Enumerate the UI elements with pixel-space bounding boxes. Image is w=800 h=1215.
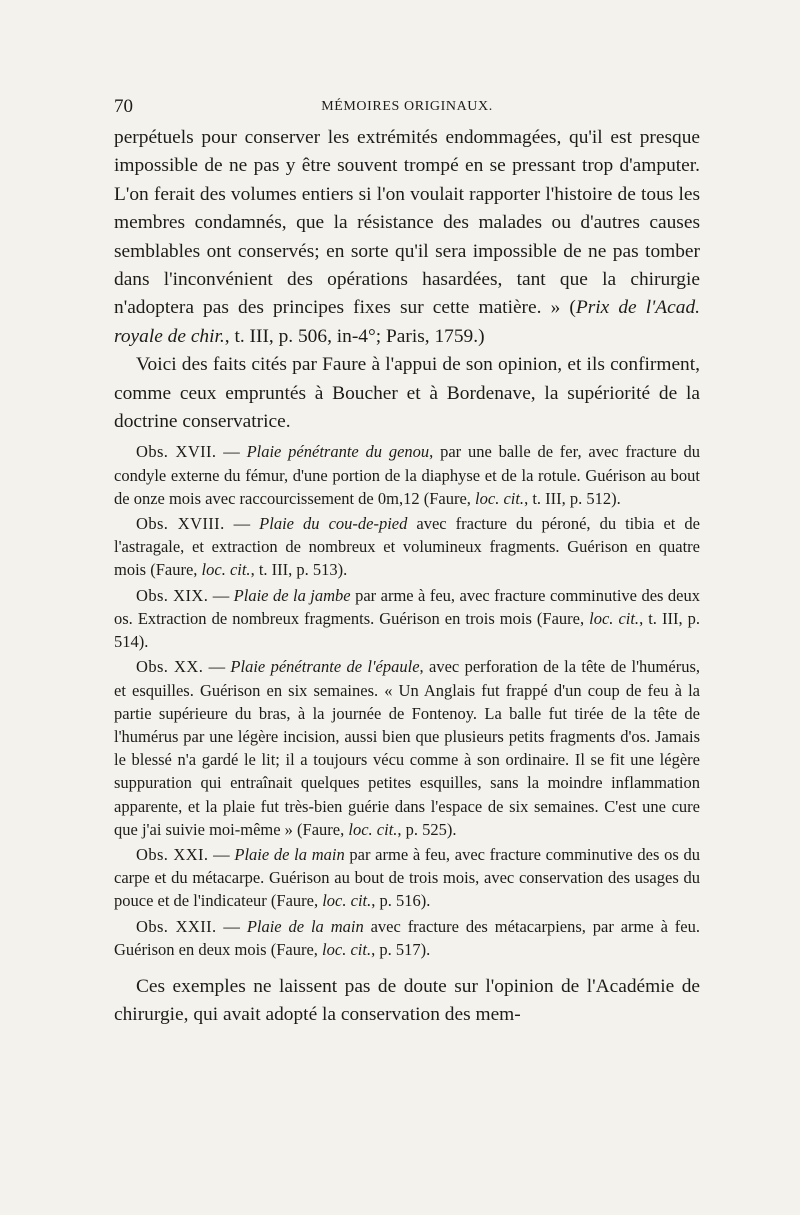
observation-label: Obs. XVIII. — [136, 514, 225, 534]
observation-dash: — — [203, 657, 231, 677]
observation-loc-cit: loc. cit. — [322, 891, 372, 911]
observation-19 — [114, 584, 700, 654]
page — [114, 96, 700, 1176]
page-number: 70 — [114, 96, 133, 117]
observation-loc-cit: loc. cit. — [348, 819, 398, 839]
observation-title: Plaie du cou-de-pied — [259, 514, 408, 534]
observation-21 — [114, 843, 700, 913]
observation-17 — [114, 440, 700, 510]
observation-text: par arme à feu, avec fracture comminutive des os du carpe et du métacarpe. Guérison au bout de trois mois, avec conservation des usages du pouce et de l'indicateur (Faure, — [114, 844, 700, 911]
paragraph-conclusion: Ces exemples ne laissent pas de doute sur l'opinion de l'Académie de chirurgie, qui avait adopté la conservation des mem- — [114, 975, 700, 1026]
observation-loc-cit: loc. cit. — [322, 939, 372, 959]
observation-title: Plaie pénétrante de l'épaule — [230, 657, 420, 677]
observation-reference: , p. 517). — [371, 939, 431, 959]
observation-dash: — — [224, 514, 260, 534]
page-header — [114, 96, 700, 124]
observation-text: avec fracture du péroné, du tibia et de l'astragale, et extraction de nombreux et volumineux fragments. Guérison en quatre mois (Faure, — [114, 514, 700, 580]
observation-title: Plaie de la jambe — [233, 585, 351, 605]
observation-18 — [114, 512, 700, 582]
observation-reference: , t. III, p. 513). — [250, 560, 348, 580]
observation-label: Obs. XXI. — [136, 844, 209, 864]
observation-title: Plaie de la main — [234, 844, 345, 864]
running-title: MÉMOIRES ORIGINAUX. — [321, 99, 493, 114]
observation-22 — [114, 915, 700, 961]
observation-dash: — — [208, 844, 235, 864]
observation-label: Obs. XVII. — [136, 442, 217, 462]
observation-text: avec fracture des métacarpiens, par arme à feu. Guérison en deux mois (Faure, — [114, 916, 700, 959]
observation-title: Plaie pénétrante du genou — [246, 442, 430, 462]
paragraph-continuation — [114, 124, 700, 351]
observation-label: Obs. XXII. — [136, 916, 217, 936]
observation-dash: — — [208, 585, 234, 605]
observation-dash: — — [216, 916, 247, 936]
observation-title: Plaie de la main — [246, 916, 364, 936]
observation-text: par arme à feu, avec fracture comminutive des deux os. Extraction de nombreux fragments. Guérison en trois mois (Faure, — [114, 585, 701, 628]
observation-text: , par une balle de fer, avec fracture du condyle externe du fémur, d'une portion de la diaphyse et de la rotule. Guérison au bout de onze mois avec raccourcissement de 0m,12 (Faure, — [114, 442, 700, 508]
observation-20 — [114, 655, 700, 841]
citation-details: , t. III, p. 506, in-4°; Paris, 1759.) — [224, 325, 485, 347]
observation-reference: , p. 516). — [371, 891, 431, 911]
observation-label: Obs. XX. — [136, 657, 204, 677]
observation-reference: , t. III, p. 512). — [524, 488, 621, 508]
observation-loc-cit: loc. cit. — [589, 608, 640, 628]
observation-loc-cit: loc. cit. — [475, 488, 525, 508]
observation-reference: , p. 525). — [397, 819, 457, 839]
observation-loc-cit: loc. cit. — [201, 560, 251, 580]
observation-dash: — — [216, 442, 247, 462]
observation-text: , avec perforation de la tête de l'humérus, et esquilles. Guérison en six semaines. « Un Anglais fut frappé d'un coup de feu à la partie supérieure du bras, à la journée de Fontenoy. La balle fut tirée de la tête de l'humérus par une légère incision, aussi bien que plusieurs petits fragments d'os. Jamais le blessé n'a gardé le lit; il a toujours vécu comme à son ordinaire. Il se fit une légère suppuration qui entraînait quelques petites esquilles, sans la moindre inflammation apparente, et la plaie fut très-bien guérie dans l'espace de six semaines. C'est une cure que j'ai suivie moi-même » (Faure, — [114, 657, 700, 839]
paragraph-text: perpétuels pour conserver les extrémités endommagées, qu'il est presque impossible de ne pas y être souvent trompé en se pressant trop d'amputer. L'on ferait des volumes entiers si l'on voulait rapporter l'histoire de tous les membres condamnés, que la résistance des malades ou d'autres causes semblables ont conservés; en sorte qu'il sera impossible de ne pas tomber dans l'inconvénient des opérations hasardées, tant que la chirurgie n'adoptera pas des principes fixes sur cette matière. » ( — [114, 127, 700, 319]
paragraph-intro: Voici des faits cités par Faure à l'appui de son opinion, et ils confirment, comme ceux empruntés à Boucher et à Bordenave, la supériorité de la doctrine conservatrice. — [114, 354, 700, 433]
citation-title: Prix de l'Acad. royale de chir. — [114, 297, 700, 347]
observation-label: Obs. XIX. — [136, 585, 209, 605]
observation-reference: , t. III, p. 514). — [114, 608, 700, 652]
